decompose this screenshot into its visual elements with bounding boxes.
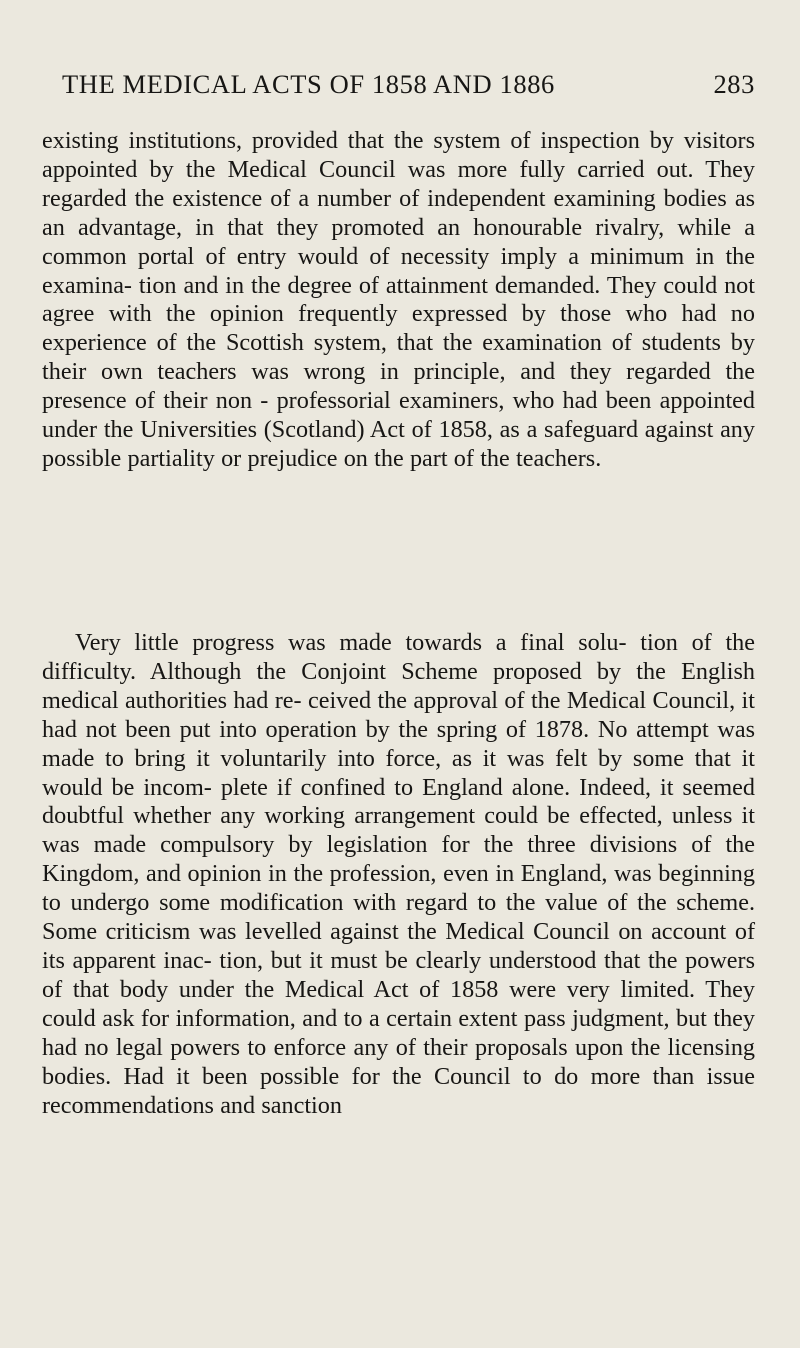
- paragraph-1: existing institutions, provided that the system of inspection by visitors appointed by the Medical Council was more fully carried out. They regarded the existence of a number of independent examining bodies as an advantage, in that they promoted an honourable rivalry, while a common portal of entry would of necessity imply a minimum in the examina- tion and in the degree of attainment demanded. They could not agree with the opinion frequently expressed by those who had no experience of the Scottish system, that the examination of students by their own teachers was wrong in principle, and they regarded the presence of their non - professorial examiners, who had been appointed under the Universities (Scotland) Act of 1858, as a safeguard against any possible partiality or prejudice on the part of the teachers.: [42, 127, 755, 472]
- page-header: [62, 64, 755, 104]
- page-number: 283: [713, 69, 755, 99]
- running-head: THE MEDICAL ACTS OF 1858 AND 1886: [62, 69, 555, 99]
- paragraph-2: Very little progress was made towards a final solu- tion of the difficulty. Although the Conjoint Scheme proposed by the English medical authorities had re- ceived the approval of the Medical Council, it had not been put into operation by the spring of 1878. No attempt was made to bring it voluntarily into force, as it was felt by some that it would be incom- plete if confined to England alone. Indeed, it seemed doubtful whether any working arrangement could be effected, unless it was made compulsory by legislation for the three divisions of the Kingdom, and opinion in the profession, even in England, was beginning to undergo some modification with regard to the value of the scheme. Some criticism was levelled against the Medical Council on account of its apparent inac- tion, but it must be clearly understood that the powers of that body under the Medical Act of 1858 were very limited. They could ask for information, and to a certain extent pass judgment, but they had no legal powers to enforce any of their proposals upon the licensing bodies. Had it been possible for the Council to do more than issue recommendations and sanction: [42, 629, 755, 1119]
